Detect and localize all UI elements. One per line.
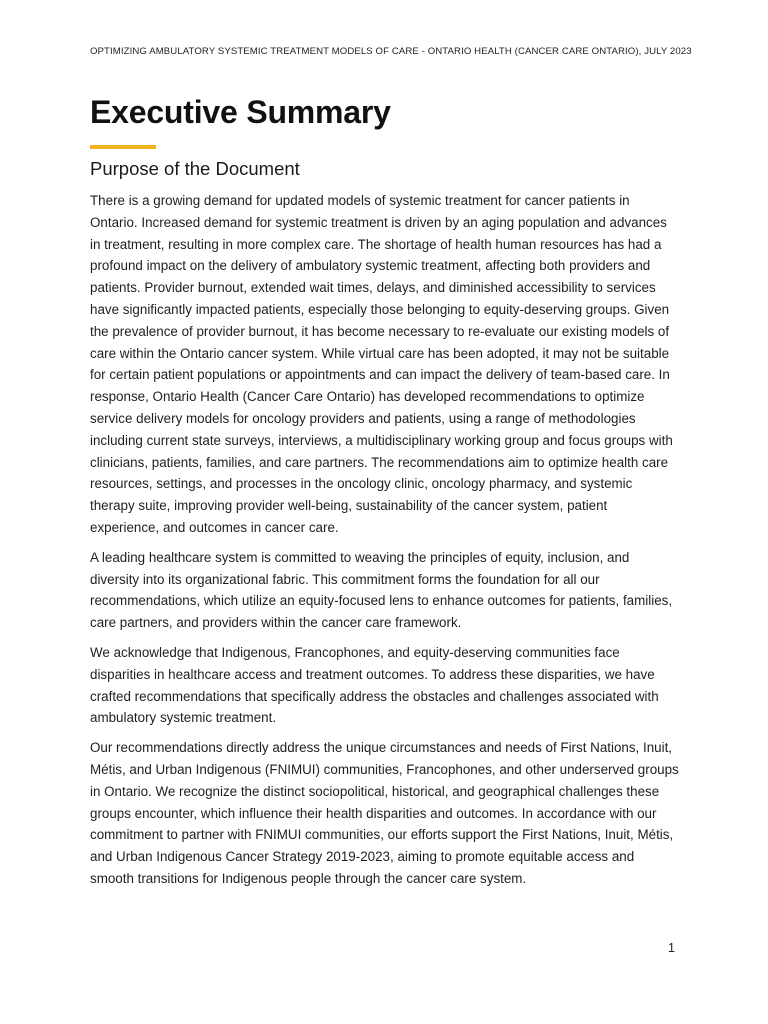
- page-number: 1: [668, 941, 675, 955]
- page-title: Executive Summary: [90, 94, 391, 130]
- paragraph-disparities: We acknowledge that Indigenous, Francophones, and equity-deserving communities face disparities in healthcare access and treatment outcomes. To address these disparities, we have crafted recommendations that specifically address the obstacles and challenges associated with ambulatory systemic treatment.: [90, 644, 659, 726]
- paragraph-purpose: There is a growing demand for updated models of systemic treatment for cancer patients in Ontario. Increased demand for systemic treatment is driven by an aging population and advances in treatment, resulting in more complex care. The shortage of health human resources has had a profound impact on the delivery of ambulatory systemic treatment, affecting both providers and patients. Provider burnout, extended wait times, delays, and diminished accessibility to services have significantly impacted patients, especially those belonging to equity-deserving groups. Given the prevalence of provider burnout, it has become necessary to re-evaluate our existing models of care within the Ontario cancer system. While virtual care has been adopted, it may not be suitable for certain patient populations or appointments and can impact the delivery of team-based care. In response, Ontario Health (Cancer Care Ontario) has developed recommendations to optimize service delivery models for oncology providers and patients, using a range of methodologies including current state surveys, interviews, a multidisciplinary working group and focus groups with clinicians, patients, families, and care partners. The recommendations aim to optimize health care resources, settings, and processes in the oncology clinic, oncology pharmacy, and systemic therapy suite, improving provider well-being, sustainability of the cancer system, patient experience, and outcomes in cancer care.: [90, 193, 673, 535]
- section-body: [90, 190, 680, 898]
- paragraph-equity-commitment: A leading healthcare system is committed to weaving the principles of equity, inclusion, and diversity into its organizational fabric. This commitment forms the foundation for all our recommendations, which utilize an equity-focused lens to enhance outcomes for patients, families, care partners, and providers within the cancer care framework.: [90, 549, 673, 631]
- paragraph-fnimui: Our recommendations directly address the unique circumstances and needs of First Nations, Inuit, Métis, and Urban Indigenous (FNIMUI) communities, Francophones, and other underserved groups in Ontario. We recognize the distinct sociopolitical, historical, and geographical challenges these groups encounter, which influence their health disparities and outcomes. In accordance with our commitment to partner with FNIMUI communities, our efforts support the First Nations, Inuit, Métis, and Urban Indigenous Cancer Strategy 2019-2023, aiming to promote equitable access and smooth transitions for Indigenous people through the cancer care system.: [90, 740, 679, 886]
- title-accent-rule: [90, 145, 156, 149]
- section-heading: Purpose of the Document: [90, 158, 300, 179]
- running-header: OPTIMIZING AMBULATORY SYSTEMIC TREATMENT MODELS OF CARE - ONTARIO HEALTH (CANCER CARE ONTARIO), JULY 2023: [90, 46, 692, 57]
